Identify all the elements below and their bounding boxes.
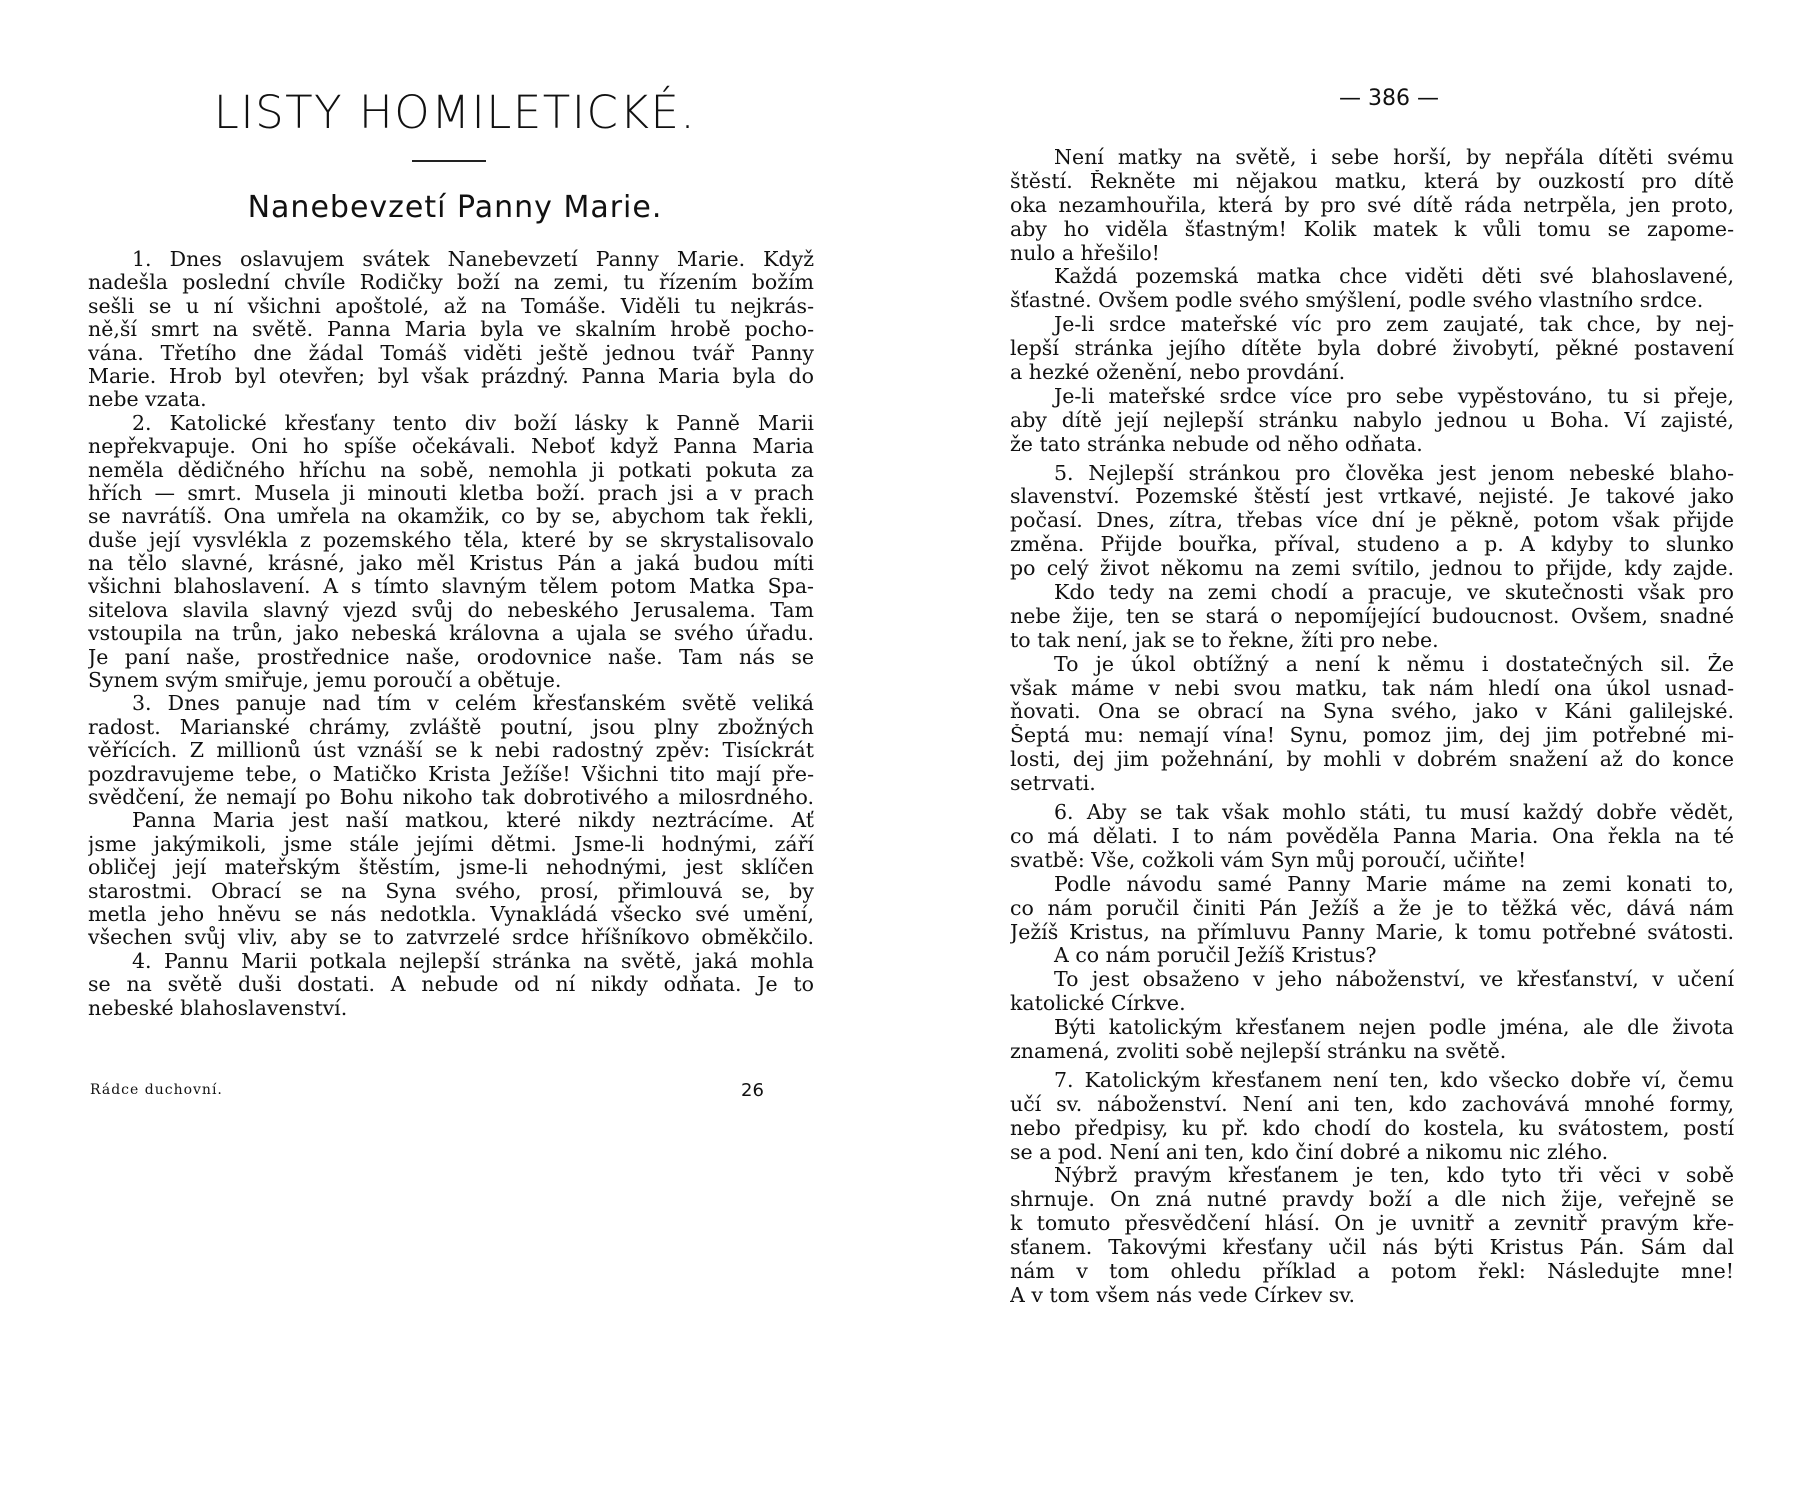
text-line: že tato stránka nebude od něho odňata.: [1010, 432, 1423, 456]
text-line: neměla dědičného hříchu na sobě, nemohla ji potkati pokuta za: [88, 458, 814, 482]
title-divider: [412, 160, 486, 162]
text-line: aby dítě její nejlepší stránku nabylo jednou u Boha. Ví zajisté,: [1010, 408, 1734, 432]
signature-number: 26: [741, 1080, 764, 1101]
text-line: A v tom všem nás vede Církev sv.: [1010, 1283, 1355, 1307]
text-line: pozdravujeme tebe, o Matičko Krista Ježíše! Všichni tito mají pře-: [88, 762, 814, 786]
text-line: znamená, zvoliti sobě nejlepší stránku na světě.: [1010, 1039, 1507, 1063]
text-line: sťanem. Takovými křesťany učil nás býti Kristus Pán. Sám dal: [1010, 1236, 1734, 1260]
text-line: a hezké oženění, nebo provdání.: [1010, 361, 1346, 385]
text-line: se na světě duši dostati. A nebude od ní nikdy odňata. Je to: [88, 973, 814, 997]
text-line: však máme v nebi svou matku, tak nám hledí ona úkol usnad-: [1010, 676, 1734, 700]
text-line: radost. Marianské chrámy, zvláště poutní, jsou plny zbožných: [88, 715, 814, 739]
text-line: Podle návodu samé Panny Marie máme na zemi konati to,: [1054, 872, 1734, 896]
text-line: To jest obsaženo v jeho náboženství, ve křesťanství, v učení: [1054, 968, 1734, 992]
text-line: 4. Pannu Marii potkala nejlepší stránka na světě, jaká mohla: [132, 949, 814, 973]
text-line: Není matky na světě, i sebe horší, by nepřála dítěti svému: [1054, 146, 1734, 169]
text-line: Marie. Hrob byl otevřen; byl však prázdný. Panna Maria byla do: [88, 364, 814, 388]
text-line: svatbě: Vše, cožkoli vám Syn můj poroučí, učiňte!: [1010, 848, 1527, 872]
text-line: 1. Dnes oslavujem svátek Nanebevzetí Panny Marie. Když: [132, 248, 814, 271]
text-line: Panna Maria jest naší matkou, které nikdy neztrácíme. Ať: [132, 809, 814, 833]
text-line: Ježíš Kristus, na přímluvu Panny Marie, k tomu potřebné svátosti.: [1010, 920, 1734, 944]
text-line: Kdo tedy na zemi chodí a pracuje, ve skutečnosti však pro: [1054, 581, 1734, 605]
text-line: Šeptá mu: nemají vína! Synu, pomoz jim, dej jim potřebné mi-: [1010, 724, 1734, 748]
text-line: setrvati.: [1010, 772, 1096, 796]
text-line: aby ho viděla šťastným! Kolik matek k vůli tomu se zapome-: [1010, 217, 1734, 241]
text-line: 7. Katolickým křesťanem není ten, kdo všecko dobře ví, čemu: [1054, 1068, 1734, 1092]
text-line: šťastné. Ovšem podle svého smýšlení, podle svého vlastního srdce.: [1010, 289, 1704, 313]
text-line: nepřekvapuje. Oni ho spíše očekávali. Neboť když Panna Maria: [88, 435, 814, 459]
text-line: to tak není, jak se to řekne, žíti pro nebe.: [1010, 628, 1439, 652]
text-line: Je paní naše, prostřednice naše, orodovnice naše. Tam nás se: [88, 645, 814, 669]
text-line: co má dělati. I to nám pověděla Panna Maria. Ona řekla na té: [1010, 824, 1734, 848]
text-line: metla jeho hněvu se nás nedotkla. Vynakládá všecko své umění,: [88, 902, 814, 926]
text-line: 6. Aby se tak však mohlo státi, tu musí každý dobře vědět,: [1054, 801, 1734, 825]
text-line: 2. Katolické křesťany tento div boží lásky k Panně Marii: [132, 411, 814, 435]
text-line: věřících. Z millionů úst vznáší se k nebi radostný zpěv: Tisíckrát: [88, 739, 814, 763]
text-line: katolické Církve.: [1010, 992, 1186, 1016]
text-line: jsme jakýmikoli, jsme stále jejími dětmi. Jsme-li hodnými, září: [88, 832, 814, 856]
text-line: Nýbrž pravým křesťanem je ten, kdo tyto tři věci v sobě: [1054, 1164, 1734, 1188]
text-line: 3. Dnes panuje nad tím v celém křesťanském světě veliká: [132, 692, 814, 716]
text-line: ně,ší smrt na světě. Panna Maria byla ve skalním hrobě pocho-: [88, 318, 814, 342]
text-line: obličej její mateřským štěstím, jsme-li nehodnými, jest sklíčen: [88, 856, 814, 880]
journal-title: LISTY HOMILETICKÉ.: [213, 86, 697, 139]
text-line: sešli se u ní všichni apoštolé, až na Tomáše. Viděli tu nejkrás-: [88, 294, 814, 318]
text-line: Každá pozemská matka chce viděti děti své blahoslavené,: [1054, 265, 1734, 289]
right-page: [909, 0, 1818, 1501]
text-line: nulo a hřešilo!: [1010, 241, 1160, 265]
text-line: k tomuto přesvědčení hlásí. On je uvnitř a zevnitř pravým kře-: [1010, 1212, 1734, 1236]
text-line: Synem svým smiřuje, jemu poroučí a obětuje.: [88, 669, 562, 693]
text-line: nebe vzata.: [88, 388, 207, 412]
text-line: lepší stránka jejího dítěte byla dobré živobytí, pěkné postavení: [1010, 337, 1734, 361]
text-line: štěstí. Řekněte mi nějakou matku, která by ouzkostí pro dítě: [1010, 169, 1734, 193]
text-line: učí sv. náboženství. Není ani ten, kdo zachovává mnohé formy,: [1010, 1092, 1734, 1116]
text-line: nebo předpisy, ku př. kdo chodí do kostela, ku svátostem, postí: [1010, 1116, 1734, 1140]
text-line: ňovati. Ona se obrací na Syna svého, jako v Káni galilejské.: [1010, 700, 1734, 724]
text-line: hřích — smrt. Musela ji minouti kletba boží. prach jsi a v prach: [88, 481, 814, 505]
text-line: na tělo slavné, krásné, jako měl Kristus Pán a jaká budou míti: [88, 552, 814, 576]
text-line: To je úkol obtížný a není k němu i dostatečných sil. Že: [1054, 652, 1734, 676]
text-line: 5. Nejlepší stránkou pro člověka jest jenom nebeské blaho-: [1054, 461, 1734, 485]
page-number: — 386 —: [1339, 86, 1439, 111]
text-line: po celý život někomu na zemi svítilo, jednou to přijde, kdy zajde.: [1010, 557, 1734, 581]
text-line: vána. Třetího dne žádal Tomáš viděti ještě jednou tvář Panny: [88, 341, 814, 365]
text-line: nadešla poslední chvíle Rodičky boží na zemi, tu řízením božím: [88, 271, 814, 295]
text-line: se a pod. Není ani ten, kdo činí dobré a nikomu nic zlého.: [1010, 1140, 1609, 1164]
text-line: nebeské blahoslavenství.: [88, 996, 348, 1020]
text-line: Býti katolickým křesťanem nejen podle jména, ale dle života: [1054, 1016, 1734, 1040]
text-line: vstoupila na trůn, jako nebeská královna a ujala se svého úřadu.: [88, 622, 814, 646]
text-line: losti, dej jim požehnání, by mohli v dobrém snažení až do konce: [1010, 748, 1734, 772]
text-line: počasí. Dnes, zítra, třebas více dní je pěkně, potom však přijde: [1010, 509, 1734, 533]
article-title: Nanebevzetí Panny Marie.: [247, 190, 663, 225]
text-line: starostmi. Obrací se na Syna svého, prosí, přimlouvá se, by: [88, 879, 814, 903]
text-line: svědčení, že nemají po Bohu nikoho tak dobrotivého a milosrdného.: [88, 785, 814, 809]
text-line: změna. Přijde bouřka, příval, studeno a p. A kdyby to slunko: [1010, 533, 1734, 557]
right-text-column: [1010, 146, 1734, 1308]
text-line: duše její vysvlékla z pozemského těla, které by se skrystalisovalo: [88, 528, 814, 552]
text-line: shrnuje. On zná nutné pravdy boží a dle nich žije, veřejně se: [1010, 1188, 1734, 1212]
text-line: nám v tom ohledu příklad a potom řekl: Následujte mne!: [1010, 1259, 1734, 1283]
text-line: co nám poručil činiti Pán Ježíš a že je to těžká věc, dává nám: [1010, 896, 1734, 920]
text-line: A co nám poručil Ježíš Kristus?: [1054, 944, 1377, 968]
text-line: všechen svůj vliv, aby se to zatvrzelé srdce hříšníkovo obměkčilo.: [88, 926, 814, 950]
text-line: nebe žije, ten se stará o nepomíjející budoucnost. Ovšem, snadné: [1010, 604, 1734, 628]
text-line: slavenství. Pozemské štěstí jest vrtkavé, nejisté. Je takové jako: [1010, 485, 1734, 509]
text-line: oka nezamhouřila, která by pro své dítě ráda netrpěla, jen proto,: [1010, 193, 1734, 217]
text-line: Je-li srdce mateřské víc pro zem zaujaté, tak chce, by nej-: [1054, 313, 1734, 337]
text-line: všichni blahoslavení. A s tímto slavným tělem potom Matka Spa-: [88, 575, 814, 599]
text-line: sitelova slavila slavný vjezd svůj do nebeského Jerusalema. Tam: [88, 598, 814, 622]
text-line: Je-li mateřské srdce více pro sebe vypěstováno, tu si přeje,: [1054, 384, 1734, 408]
text-line: se navrátíš. Ona umřela na okamžik, co by se, abychom tak řekli,: [88, 505, 814, 529]
left-text-column: [88, 248, 814, 1020]
publication-footer: Rádce duchovní.: [90, 1082, 223, 1098]
